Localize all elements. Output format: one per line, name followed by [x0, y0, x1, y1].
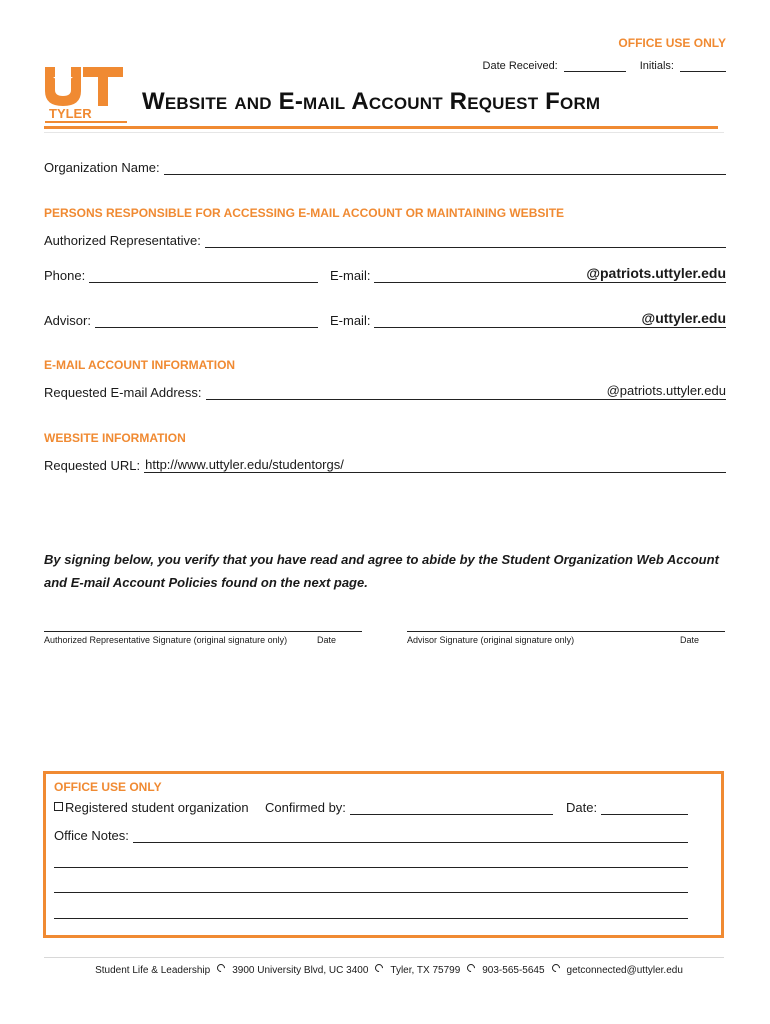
phone-field[interactable] [89, 267, 318, 283]
requested-email-row [44, 384, 726, 400]
advisor-label: Advisor: [44, 313, 91, 328]
requested-email-label: Requested E-mail Address: [44, 385, 202, 400]
bullet-icon [374, 962, 385, 973]
requested-url-value: http://www.uttyler.edu/studentorgs/ [145, 457, 344, 472]
advisor-email-row [330, 312, 726, 328]
requested-email-suffix: @patriots.uttyler.edu [606, 383, 726, 398]
advisor-email-suffix: @uttyler.edu [641, 310, 726, 326]
organization-name-row [44, 159, 726, 175]
confirmed-by-label: Confirmed by: [265, 800, 346, 815]
authorized-rep-row [44, 232, 726, 248]
ut-tyler-logo [43, 64, 133, 124]
bullet-icon [466, 962, 477, 973]
office-date-label: Date: [566, 800, 598, 815]
title-divider [44, 126, 718, 129]
advisor-signature-line[interactable] [407, 630, 725, 632]
initials-label: Initials: [639, 60, 674, 72]
title-divider-shadow [44, 132, 724, 133]
phone-row [44, 267, 318, 283]
confirmed-by-row [265, 799, 553, 815]
rep-signature-line[interactable] [44, 630, 362, 632]
office-notes-field[interactable] [133, 827, 688, 843]
rep-email-row [330, 267, 726, 283]
office-use-only-header: OFFICE USE ONLY [618, 36, 726, 50]
office-use-box [43, 771, 724, 938]
office-box-title: OFFICE USE ONLY [54, 780, 162, 794]
registered-checkbox[interactable] [54, 802, 63, 811]
authorized-rep-field[interactable] [205, 232, 726, 248]
footer-email: getconnected@uttyler.edu [566, 965, 683, 976]
rep-date-label: Date [317, 635, 337, 645]
phone-label: Phone: [44, 268, 86, 283]
bullet-icon [550, 962, 561, 973]
office-notes-row [54, 827, 688, 843]
office-notes-line[interactable] [54, 891, 688, 893]
footer-city: Tyler, TX 75799 [390, 965, 461, 976]
advisor-row [44, 312, 318, 328]
office-notes-line[interactable] [54, 917, 688, 919]
svg-text:TYLER: TYLER [49, 106, 92, 121]
office-notes-label: Office Notes: [54, 828, 129, 843]
section-email-heading: E-MAIL ACCOUNT INFORMATION [44, 358, 236, 372]
registered-row [54, 800, 249, 815]
rep-email-field[interactable] [374, 267, 726, 283]
date-received-label: Date Received: [482, 60, 558, 72]
advisor-email-field[interactable] [374, 312, 726, 328]
confirmed-by-field[interactable] [350, 799, 553, 815]
date-received-field[interactable] [564, 61, 626, 72]
bullet-icon [216, 962, 227, 973]
footer-address: 3900 University Blvd, UC 3400 [232, 965, 369, 976]
footer-divider [44, 957, 724, 958]
section-responsible-heading: PERSONS RESPONSIBLE FOR ACCESSING E-MAIL ACCOUNT OR MAINTAINING WEBSITE [44, 206, 565, 220]
agreement-statement: By signing below, you verify that you have read and agree to abide by the Student Organization Web Account and E-mail Account Policies found on the next page. [44, 552, 719, 590]
star-logo-icon [43, 64, 133, 124]
requested-url-label: Requested URL: [44, 458, 141, 473]
registered-label: Registered student organization [65, 800, 249, 815]
office-date-row [566, 799, 688, 815]
section-website-heading: WEBSITE INFORMATION [44, 431, 186, 445]
rep-signature-label: Authorized Representative Signature (original signature only) [44, 635, 288, 645]
organization-name-label: Organization Name: [44, 160, 160, 175]
advisor-date-label: Date [680, 635, 700, 645]
form-title: Website and E-mail Account Request Form [142, 88, 601, 115]
requested-url-row [44, 457, 726, 473]
authorized-rep-label: Authorized Representative: [44, 233, 201, 248]
date-received-row [420, 60, 726, 72]
advisor-field[interactable] [95, 312, 318, 328]
office-notes-line[interactable] [54, 866, 688, 868]
requested-url-field[interactable] [144, 457, 726, 473]
rep-email-label: E-mail: [330, 268, 371, 283]
advisor-email-label: E-mail: [330, 313, 371, 328]
requested-email-field[interactable] [206, 384, 726, 400]
footer [44, 964, 734, 976]
office-date-field[interactable] [601, 799, 688, 815]
advisor-signature-label: Advisor Signature (original signature only) [407, 635, 575, 645]
rep-email-suffix: @patriots.uttyler.edu [586, 265, 726, 281]
organization-name-field[interactable] [164, 159, 726, 175]
initials-field[interactable] [680, 61, 726, 72]
footer-phone: 903-565-5645 [482, 965, 545, 976]
footer-department: Student Life & Leadership [95, 965, 211, 976]
